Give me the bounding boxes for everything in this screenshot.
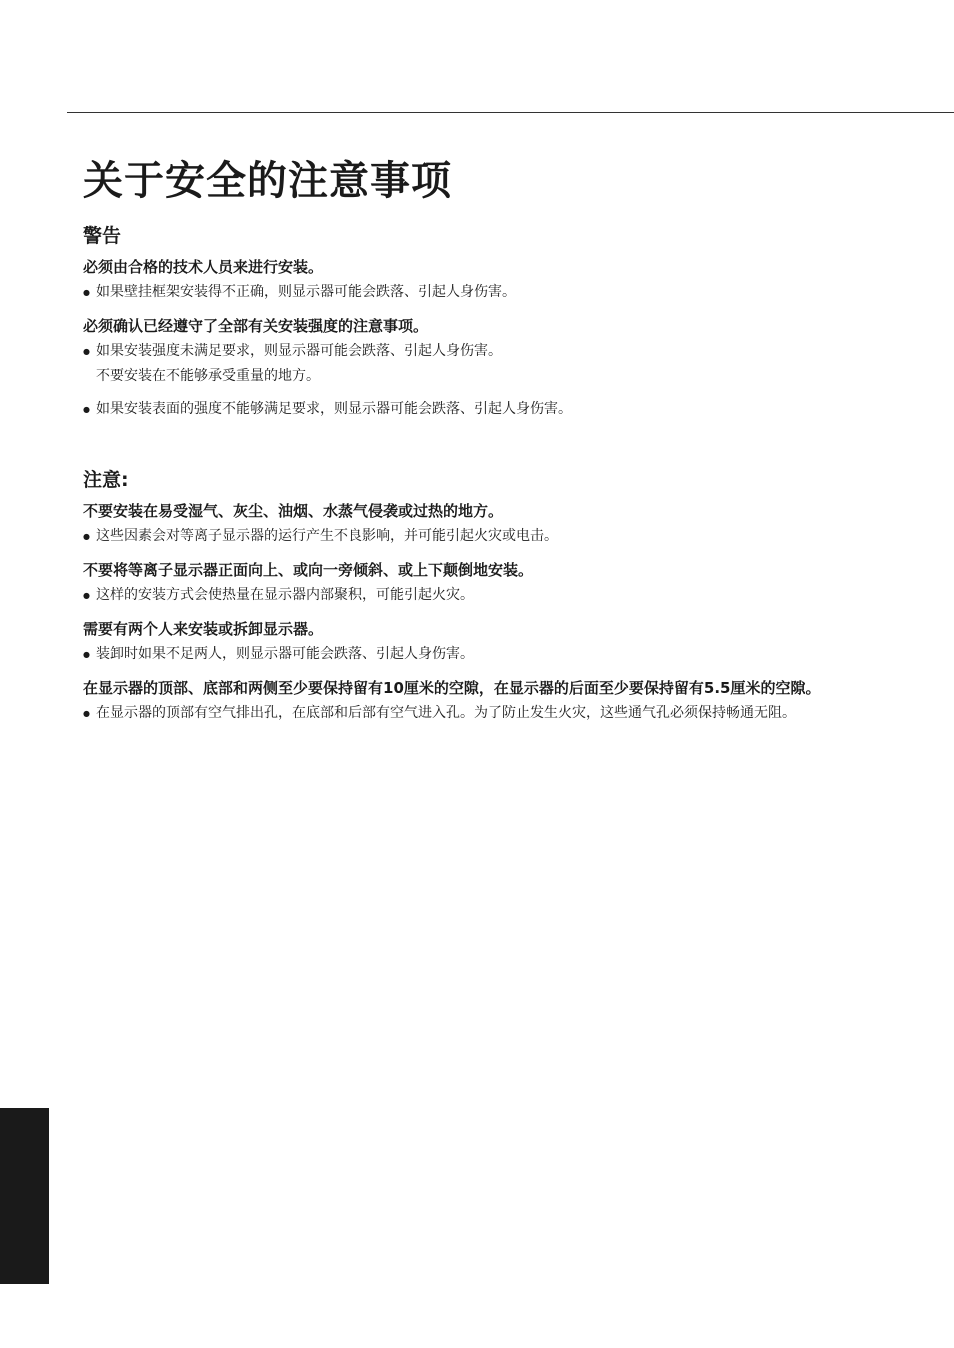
- bullet-text: 装卸时如果不足两人，则显示器可能会跌落、引起人身伤害。: [96, 646, 474, 662]
- bullet-text: 在显示器的顶部有空气排出孔，在底部和后部有空气进入孔。为了防止发生火灾，这些通气孔必须保持畅通无阻。: [96, 705, 796, 721]
- caution-section: [83, 466, 883, 726]
- bullet-item: [83, 583, 883, 608]
- caution-item-heading: 不要将等离子显示器正面向上、或向一旁倾斜、或上下颠倒地安装。: [83, 561, 534, 579]
- section-spacer: [83, 430, 883, 466]
- side-tab-marker: [0, 1108, 49, 1284]
- warning-section: [83, 222, 883, 422]
- caution-item-2: [83, 557, 883, 608]
- caution-item-4: [83, 675, 883, 726]
- caution-item-heading: 在显示器的顶部、底部和两侧至少要保持留有10厘米的空隙，在显示器的后面至少要保持留有5.5厘米的空隙。: [83, 679, 821, 697]
- bullet-continuation: 不要安装在不能够承受重量的地方。: [96, 368, 320, 384]
- bullet-text: 这些因素会对等离子显示器的运行产生不良影响，并可能引起火灾或电击。: [96, 528, 558, 544]
- caution-item-heading: 不要安装在易受湿气、灰尘、油烟、水蒸气侵袭或过热的地方。: [83, 502, 504, 520]
- top-rule: [67, 112, 954, 113]
- bullet-text: 如果安装表面的强度不能够满足要求，则显示器可能会跌落、引起人身伤害。: [96, 401, 572, 417]
- warning-item-heading: 必须确认已经遵守了全部有关安装强度的注意事项。: [83, 317, 429, 335]
- warning-heading: 警告: [83, 225, 122, 247]
- bullet-text: 这样的安装方式会使热量在显示器内部聚积，可能引起火灾。: [96, 587, 474, 603]
- bullet-item: [83, 280, 883, 305]
- caution-item-heading: 需要有两个人来安装或拆卸显示器。: [83, 620, 324, 638]
- bullet-text: 如果壁挂框架安装得不正确，则显示器可能会跌落、引起人身伤害。: [96, 284, 516, 300]
- page-title: 关于安全的注意事项: [83, 158, 452, 204]
- bullet-item: [83, 339, 883, 389]
- caution-item-3: [83, 616, 883, 667]
- warning-item-2: [83, 313, 883, 422]
- bullet-item: [83, 524, 883, 549]
- bullet-item: [83, 397, 883, 422]
- caution-item-1: [83, 498, 883, 549]
- bullet-item: [83, 701, 883, 726]
- page-content: [83, 150, 883, 734]
- warning-item-heading: 必须由合格的技术人员来进行安装。: [83, 258, 324, 276]
- bullet-item: [83, 642, 883, 667]
- bullet-text: 如果安装强度未满足要求，则显示器可能会跌落、引起人身伤害。: [96, 343, 502, 359]
- caution-heading: 注意:: [83, 469, 129, 491]
- warning-item-1: [83, 254, 883, 305]
